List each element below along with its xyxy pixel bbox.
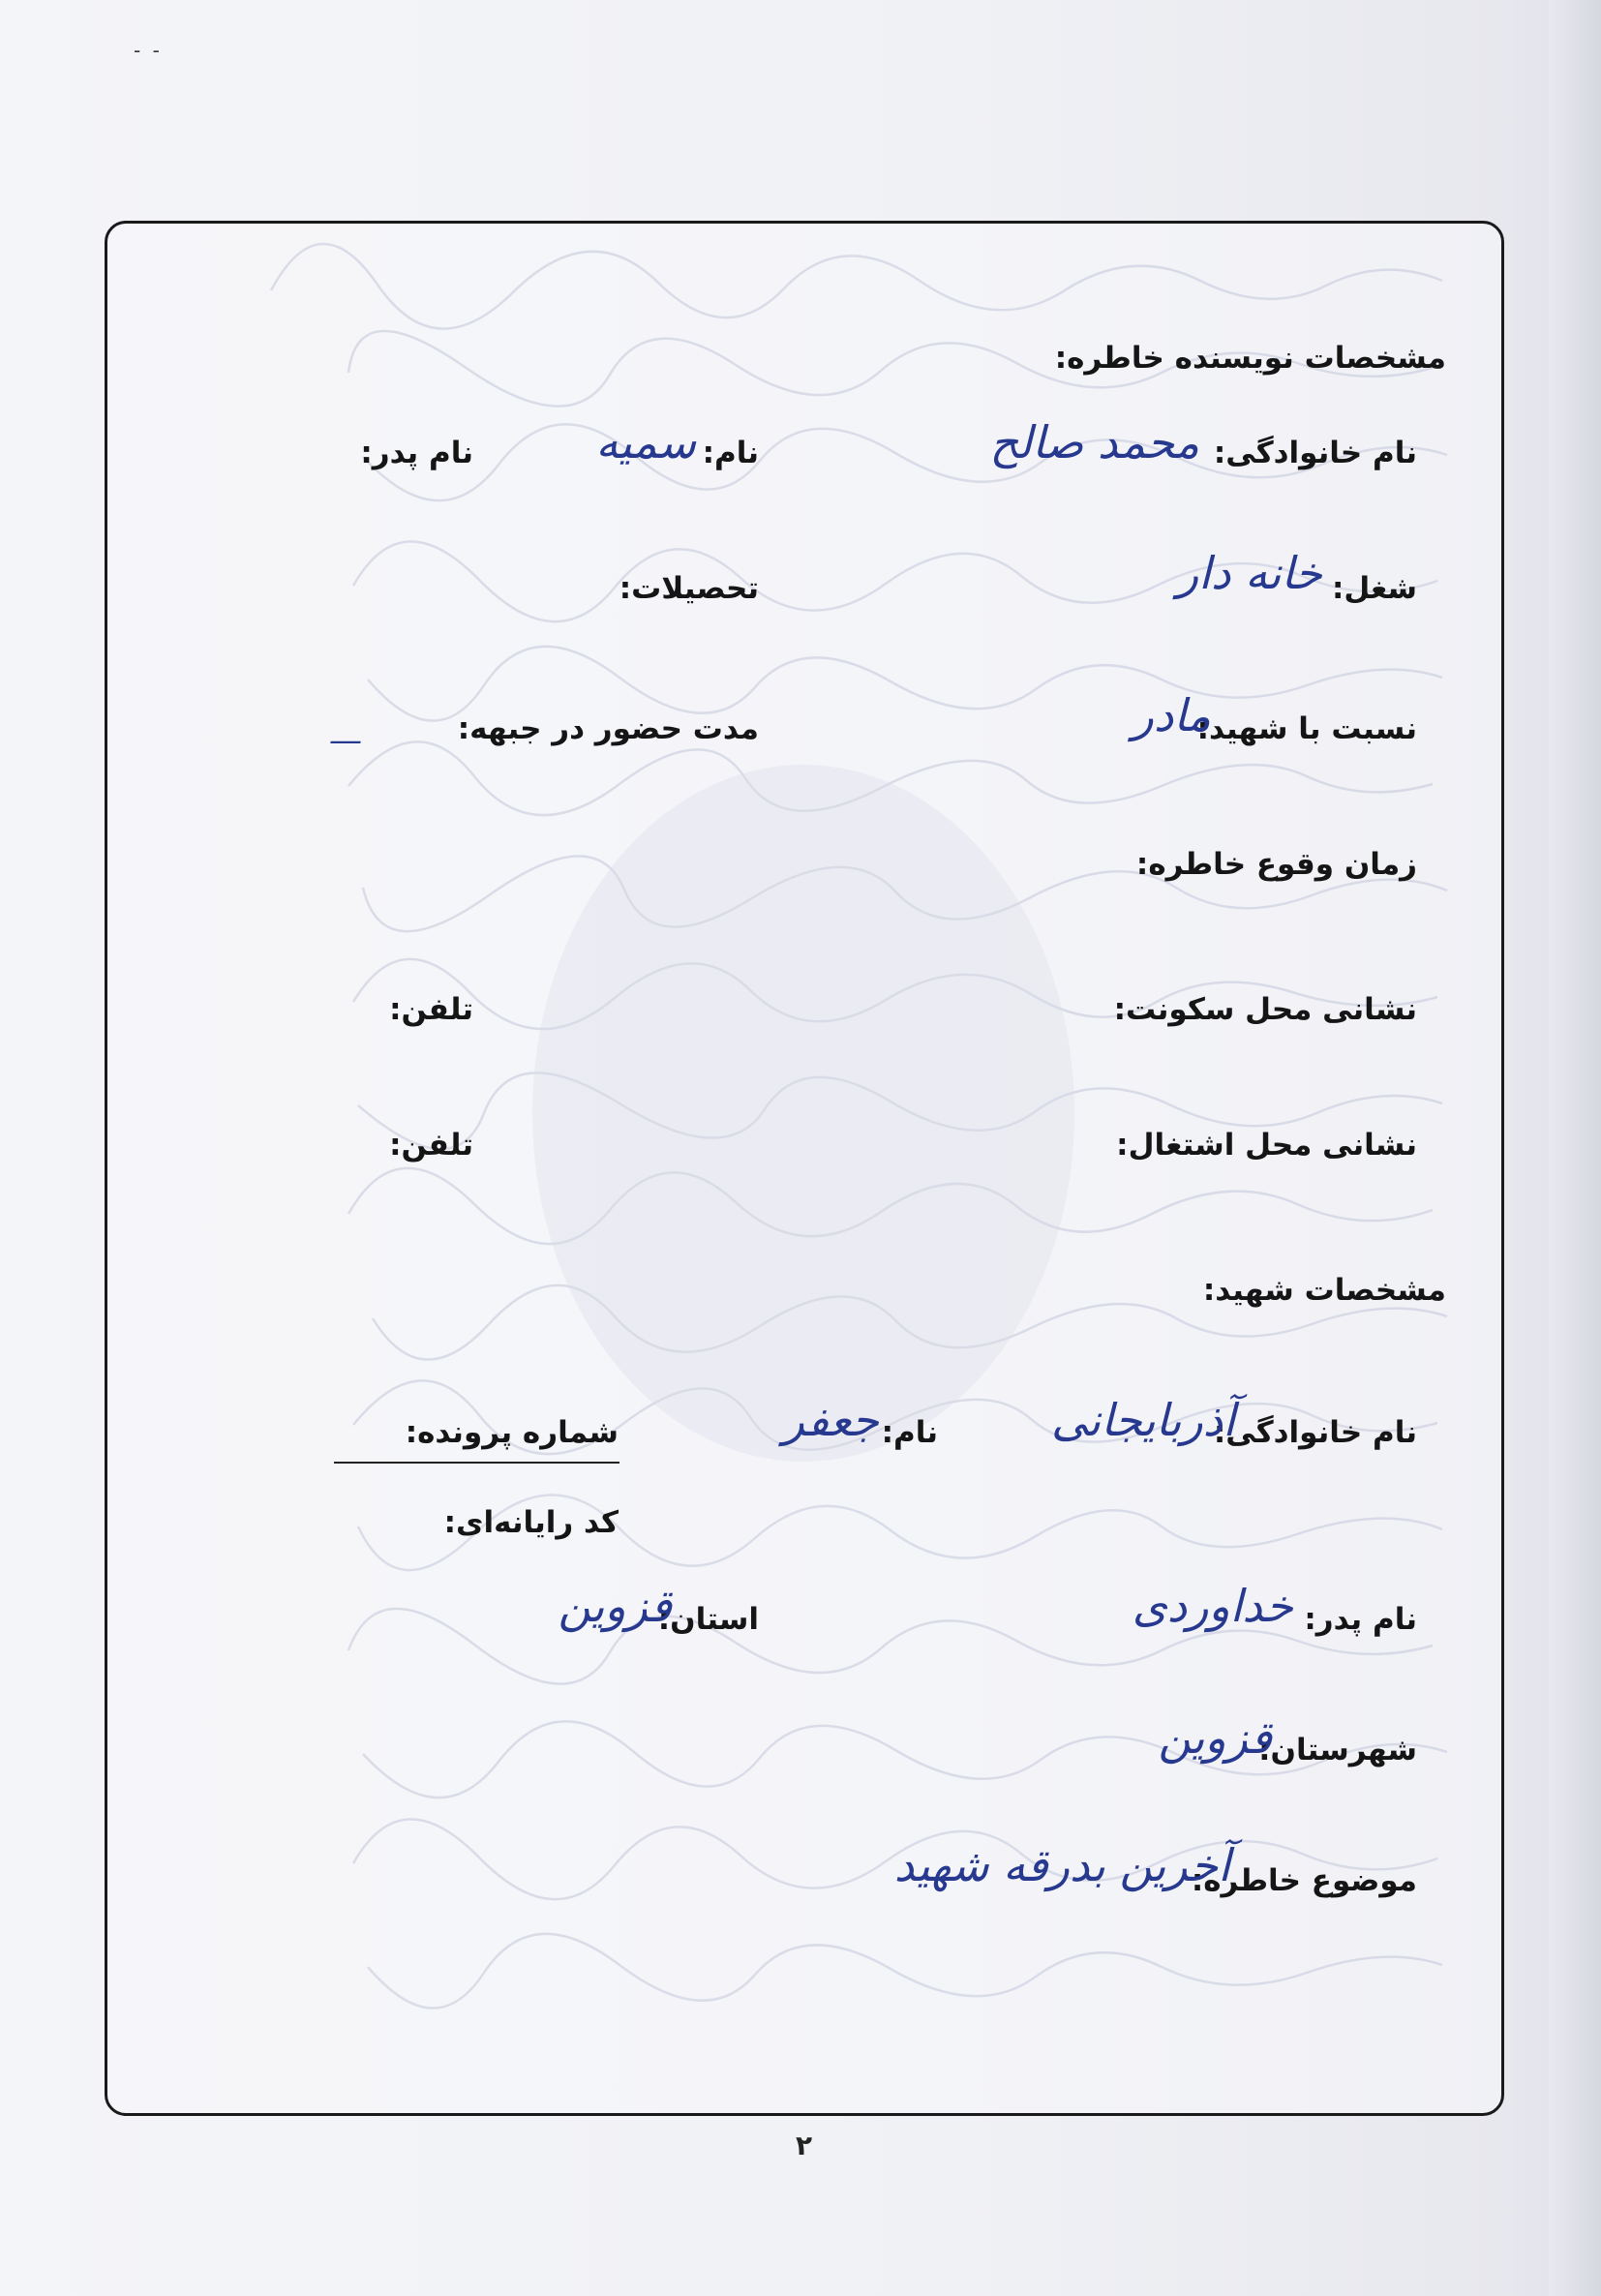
martyr-computer-code-label: کد رایانه‌ای: [443,1505,619,1540]
writer-work-address-label: نشانی محل اشتغال: [1116,1128,1417,1163]
martyr-first-name-value: جعفر [782,1394,879,1446]
martyr-father-name-value: خداوردی [1132,1580,1293,1632]
martyr-memory-topic-value: آخرین بدرقه شهید [893,1839,1230,1891]
file-number-underline [334,1462,619,1464]
page-binding-edge [1549,0,1601,2296]
writer-job-label: شغل: [1331,571,1417,606]
page-number: ۲ [796,2130,813,2161]
martyr-province-value: قزوین [558,1580,672,1632]
writer-family-name-label: نام خانوادگی: [1213,436,1417,470]
writer-front-duration-value: — [329,721,362,760]
form-frame [105,221,1504,2116]
martyr-family-name-label: نام خانوادگی: [1213,1415,1417,1450]
writer-front-duration-label: مدت حضور در جبهه: [457,711,759,746]
writer-family-name-value: محمد صالح [989,416,1199,468]
top-marks: - - [134,39,163,62]
martyr-city-label: شهرستان: [1258,1733,1417,1767]
writer-first-name-label: نام: [702,436,759,470]
writer-education-label: تحصیلات: [619,571,759,606]
martyr-family-name-value: آذربایجانی [1051,1394,1235,1446]
martyr-city-value: قزوین [1158,1711,1272,1764]
writer-relation-label: نسبت با شهید: [1196,711,1417,746]
writer-work-phone-label: تلفن: [389,1128,473,1163]
writer-memory-date-label: زمان وقوع خاطره: [1135,847,1417,882]
martyr-first-name-label: نام: [881,1415,938,1450]
martyr-memory-topic-label: موضوع خاطره: [1191,1863,1417,1898]
writer-home-address-label: نشانی محل سکونت: [1113,992,1417,1027]
writer-home-phone-label: تلفن: [389,992,473,1027]
writer-relation-value: مادر [1132,689,1211,741]
writer-section-heading: مشخصات نویسنده خاطره: [1054,341,1446,376]
martyr-province-label: استان: [657,1602,759,1637]
writer-job-value: خانه دار [1176,547,1322,599]
writer-father-name-label: نام پدر: [360,436,473,470]
martyr-file-number-label: شماره پرونده: [405,1415,619,1450]
writer-first-name-value: سمیه [595,416,696,468]
martyr-section-heading: مشخصات شهید: [1202,1273,1446,1308]
martyr-father-name-label: نام پدر: [1304,1602,1417,1637]
